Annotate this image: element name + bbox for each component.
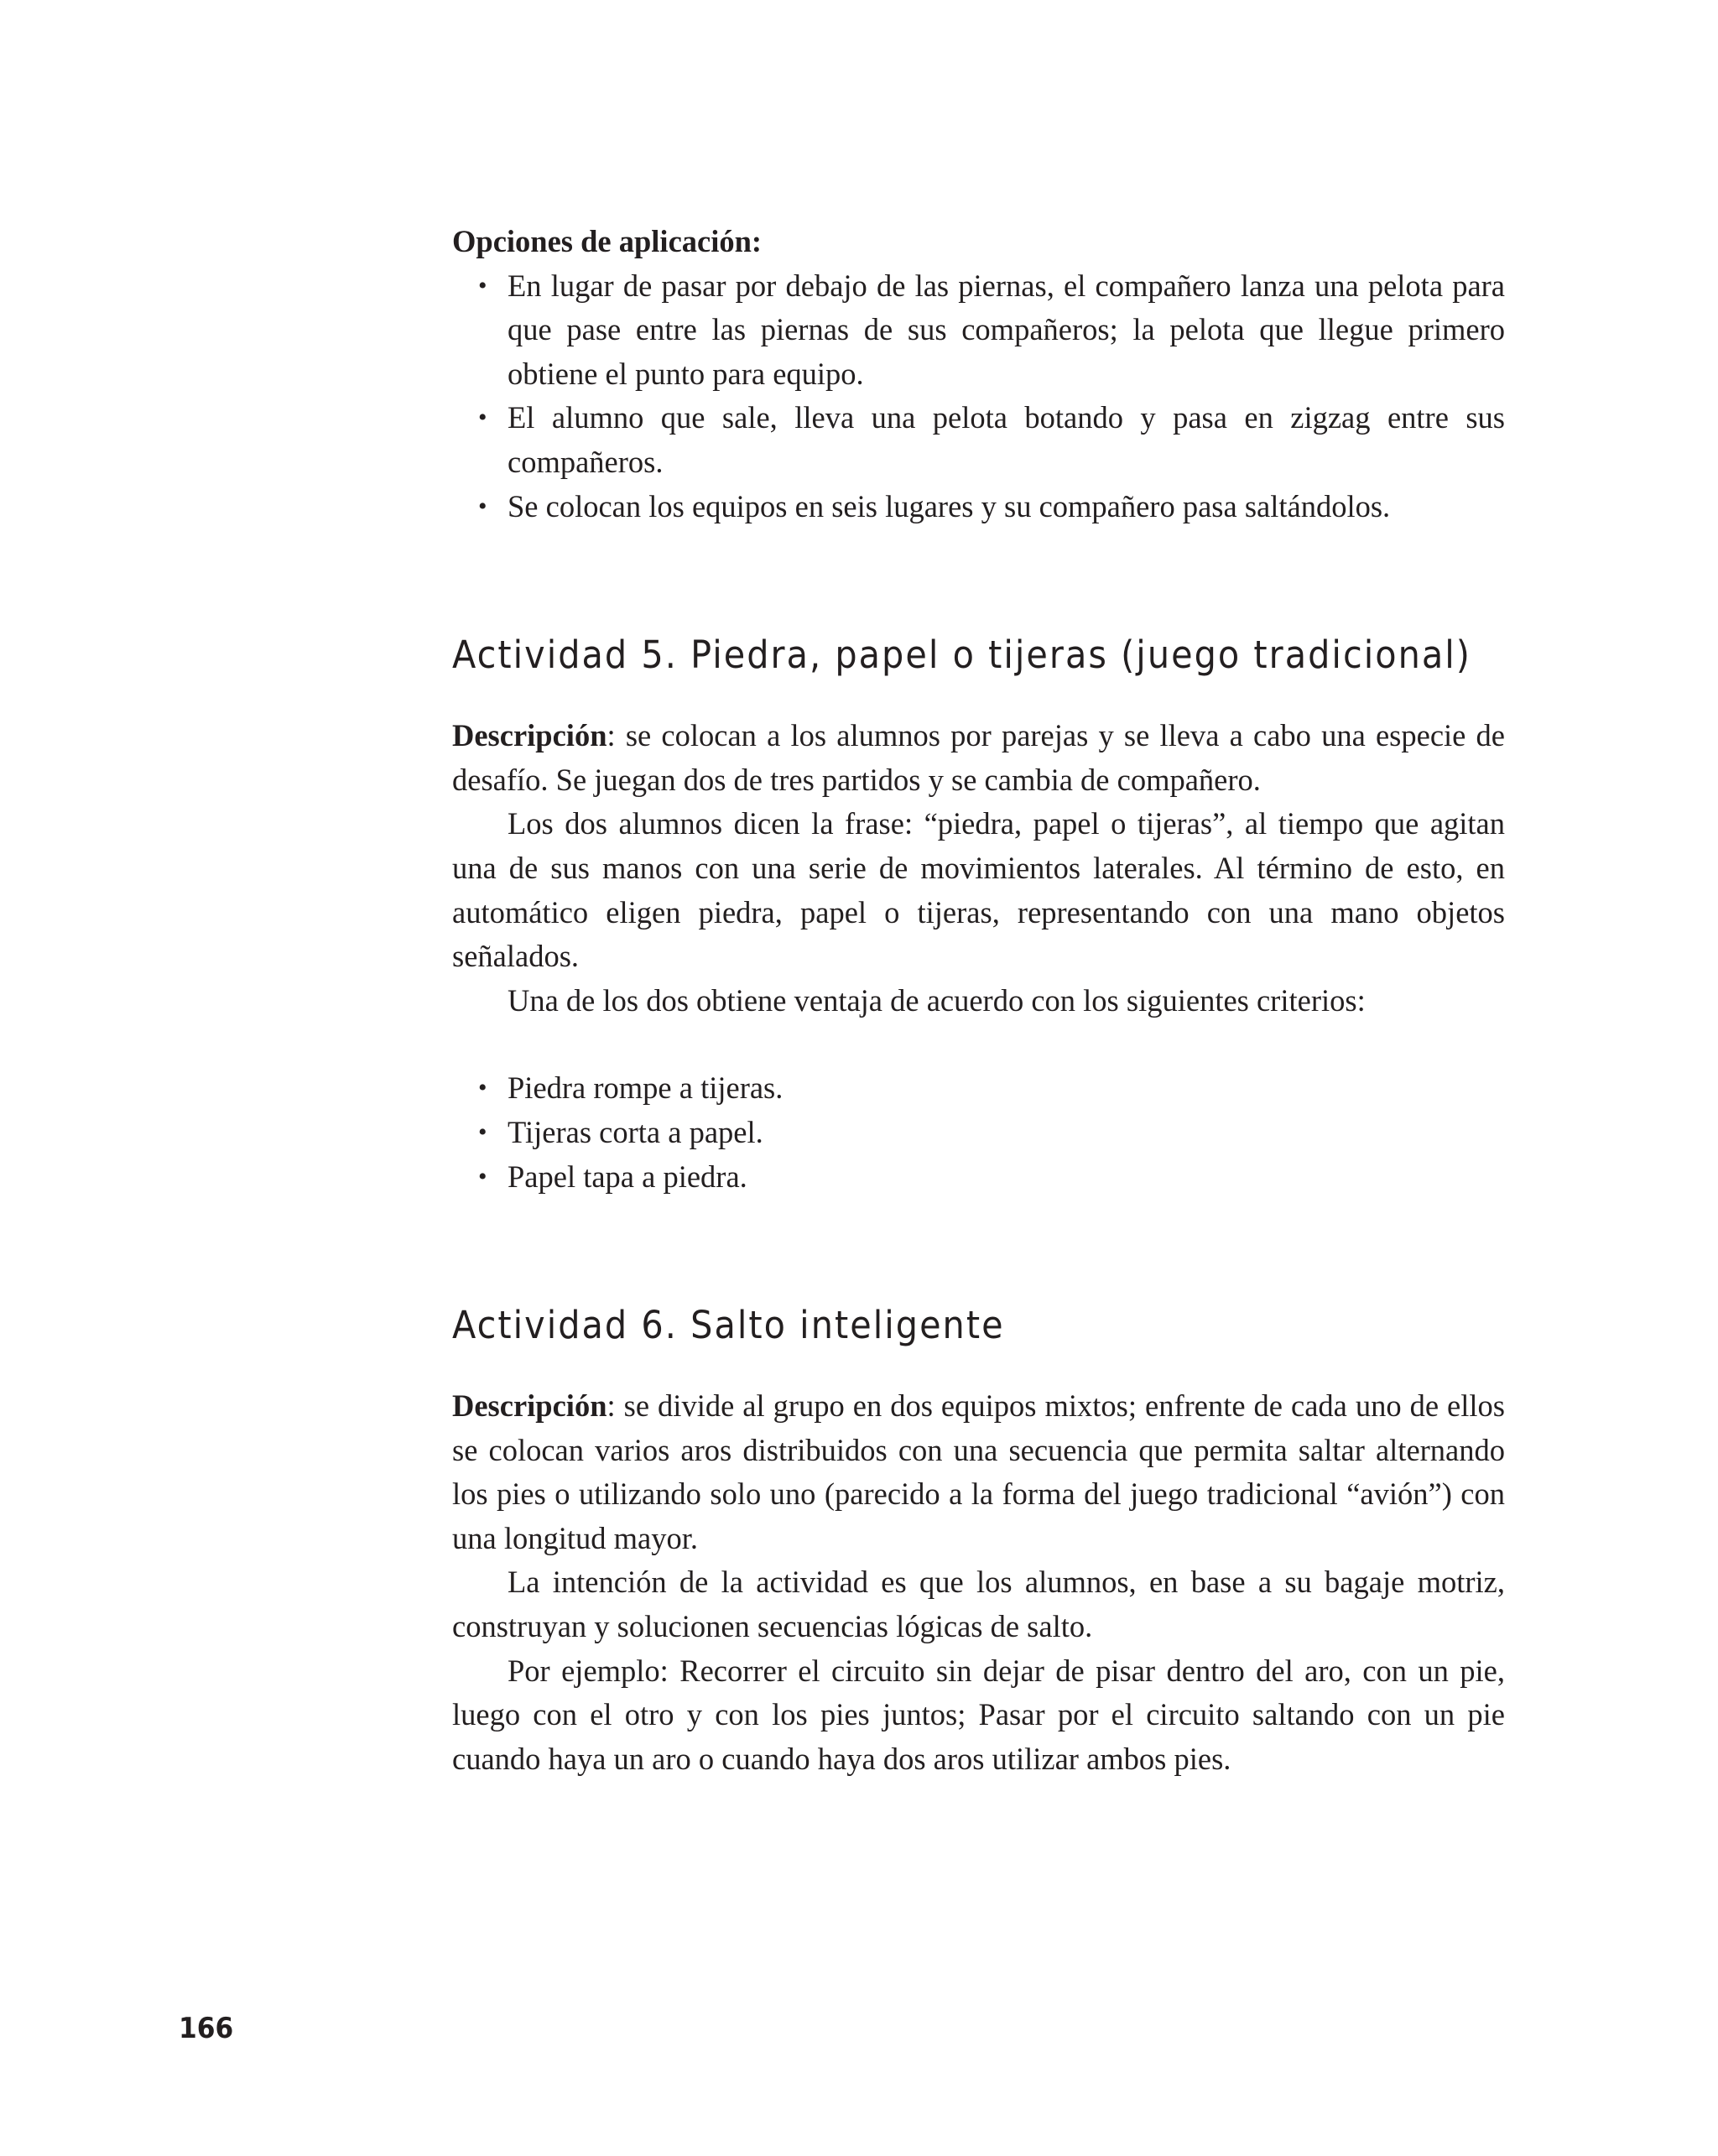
options-title: Opciones de aplicación:	[452, 224, 763, 258]
spacer	[452, 1023, 1505, 1066]
activity6-paragraph: La intención de la actividad es que los alumnos, en base a su bagaje motriz, construyan y solucionen secuencias lógicas de salto.	[452, 1565, 1505, 1644]
activity5-paragraph: Una de los dos obtiene ventaja de acuerdo con los siguientes criterios:	[508, 982, 1366, 1018]
list-item: • En lugar de pasar por debajo de las piernas, el compañero lanza una pelota para que pase entre las piernas de sus compañeros; la pelota que llegue primero obtiene el punto para equipo.	[508, 264, 1505, 397]
activity5-paragraph: Los dos alumnos dicen la frase: “piedra, papel o tijeras”, al tiempo que agitan una de sus manos con una serie de movimientos laterales. Al término de esto, en automático eligen piedra, papel o tijeras, representando con una mano objetos señalados.	[452, 806, 1505, 974]
list-item: • El alumno que sale, lleva una pelota botando y pasa en zigzag entre sus compañeros.	[508, 396, 1505, 484]
spacer	[452, 680, 1505, 714]
description-text: : se divide al grupo en dos equipos mixtos; enfrente de cada uno de ellos se colocan varios aros distribuidos con una secuencia que permita saltar alternando los pies o utilizando solo uno (parecido a la forma del juego tradicional “avión”) con una longitud mayor.	[452, 1388, 1505, 1555]
spacer	[452, 529, 1505, 630]
description-text: : se colocan a los alumnos por parejas y se lleva a cabo una especie de desafío. Se juegan dos de tres partidos y se cambia de compañero.	[452, 718, 1505, 797]
activity6-description	[452, 1384, 1505, 1560]
activity5-heading: Actividad 5. Piedra, papel o tijeras (juego tradicional)	[452, 633, 1471, 678]
page-number: 166	[179, 2012, 234, 2045]
list-item: • Papel tapa a piedra.	[508, 1155, 1505, 1200]
list-item: • Se colocan los equipos en seis lugares y su compañero pasa saltándolos.	[508, 485, 1505, 529]
spacer	[452, 1199, 1505, 1300]
activity6-paragraph: Por ejemplo: Recorrer el circuito sin dejar de pisar dentro del aro, con un pie, luego con el otro y con los pies juntos; Pasar por el circuito saltando con un pie cuando haya un aro o cuando haya dos aros utilizar ambos pies.	[452, 1653, 1505, 1776]
description-label: Descripción	[452, 1388, 607, 1424]
spacer	[452, 1351, 1505, 1384]
activity5-description	[452, 714, 1505, 802]
list-item: • Tijeras corta a papel.	[508, 1111, 1505, 1155]
activity6-heading: Actividad 6. Salto inteligente	[452, 1303, 1005, 1348]
options-list	[452, 264, 1505, 529]
page-content	[452, 220, 1505, 1781]
description-label: Descripción	[452, 718, 607, 753]
activity5-rules-list	[452, 1066, 1505, 1199]
list-item: • Piedra rompe a tijeras.	[508, 1066, 1505, 1111]
